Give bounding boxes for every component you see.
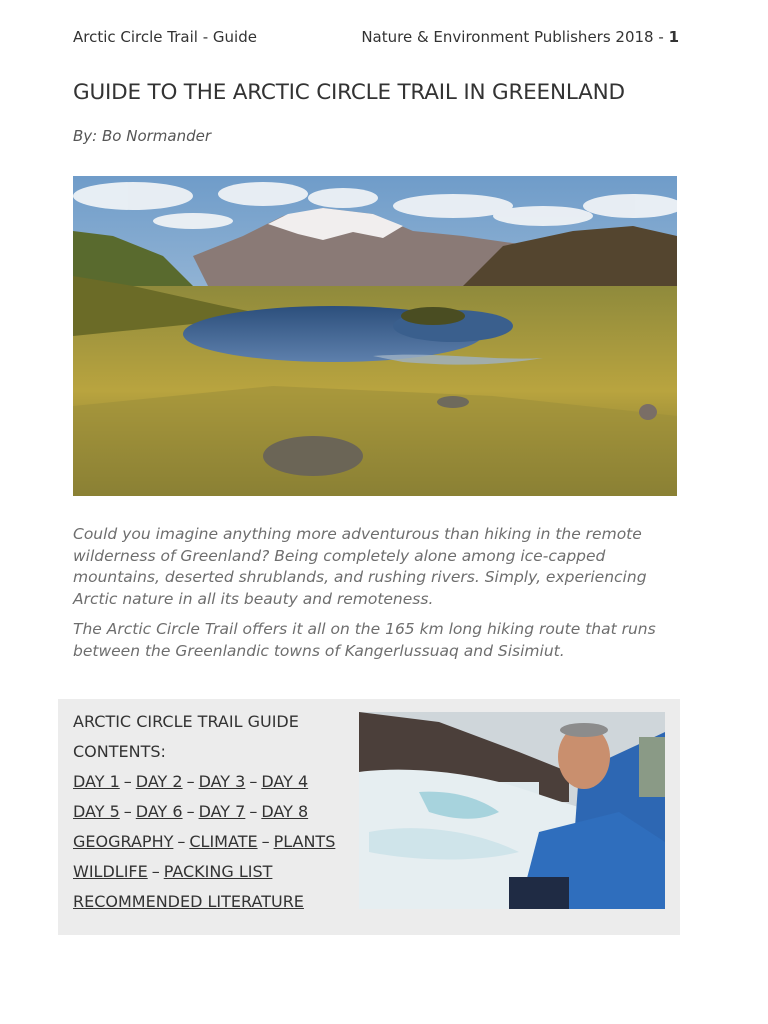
link-day-3[interactable]: DAY 3 [198, 772, 246, 791]
link-day-6[interactable]: DAY 6 [135, 802, 183, 821]
link-day-2[interactable]: DAY 2 [135, 772, 183, 791]
link-recommended-literature[interactable]: RECOMMENDED LITERATURE [73, 892, 304, 911]
contents-row-literature [73, 887, 363, 917]
contents-row-wildlife [73, 857, 363, 887]
link-plants[interactable]: PLANTS [273, 832, 336, 851]
intro-paragraph-1: Could you imagine anything more adventurous than hiking in the remote wilderness of Greenland? Being completely alone among ice-capped mountains, deserted shrublands, and rushing rivers. Simply, experiencing Arctic nature in all its beauty and remoteness. [73, 525, 647, 608]
separator: – [186, 772, 195, 791]
separator: – [123, 802, 132, 821]
separator: – [151, 862, 160, 881]
link-day-1[interactable]: DAY 1 [73, 772, 120, 791]
intro-paragraph-2: The Arctic Circle Trail offers it all on the 165 km long hiking route that runs between the Greenlandic towns of Kangerlussuaq and Sisimiut. [73, 620, 656, 660]
header-publisher [361, 28, 679, 46]
separator: – [177, 832, 186, 851]
link-day-4[interactable]: DAY 4 [261, 772, 309, 791]
separator: – [123, 772, 132, 791]
link-wildlife[interactable]: WILDLIFE [73, 862, 148, 881]
separator: – [186, 802, 195, 821]
link-geography[interactable]: GEOGRAPHY [73, 832, 174, 851]
header-publisher-text: Nature & Environment Publishers 2018 - [361, 28, 664, 46]
contents-row-days-1-4 [73, 767, 363, 797]
page-title: GUIDE TO THE ARCTIC CIRCLE TRAIL IN GREENLAND [73, 80, 625, 105]
link-climate[interactable]: CLIMATE [189, 832, 258, 851]
author-byline: By: Bo Normander [73, 127, 212, 145]
link-day-8[interactable]: DAY 8 [261, 802, 309, 821]
header-guide-title: Arctic Circle Trail - Guide [73, 28, 257, 46]
page-number: 1 [668, 28, 679, 46]
link-day-5[interactable]: DAY 5 [73, 802, 120, 821]
separator: – [249, 802, 258, 821]
contents-list [73, 707, 363, 917]
contents-panel [58, 699, 680, 935]
hero-landscape-photo [73, 176, 677, 496]
page-header [73, 28, 679, 48]
contents-heading-line-2: CONTENTS: [73, 742, 166, 761]
contents-heading-line-1: ARCTIC CIRCLE TRAIL GUIDE [73, 712, 299, 731]
separator: – [249, 772, 258, 791]
contents-row-topics [73, 827, 363, 857]
link-packing-list[interactable]: PACKING LIST [163, 862, 273, 881]
intro-text [73, 524, 693, 671]
link-day-7[interactable]: DAY 7 [198, 802, 246, 821]
separator: – [261, 832, 270, 851]
author-portrait-photo [359, 712, 665, 909]
contents-row-days-5-8 [73, 797, 363, 827]
